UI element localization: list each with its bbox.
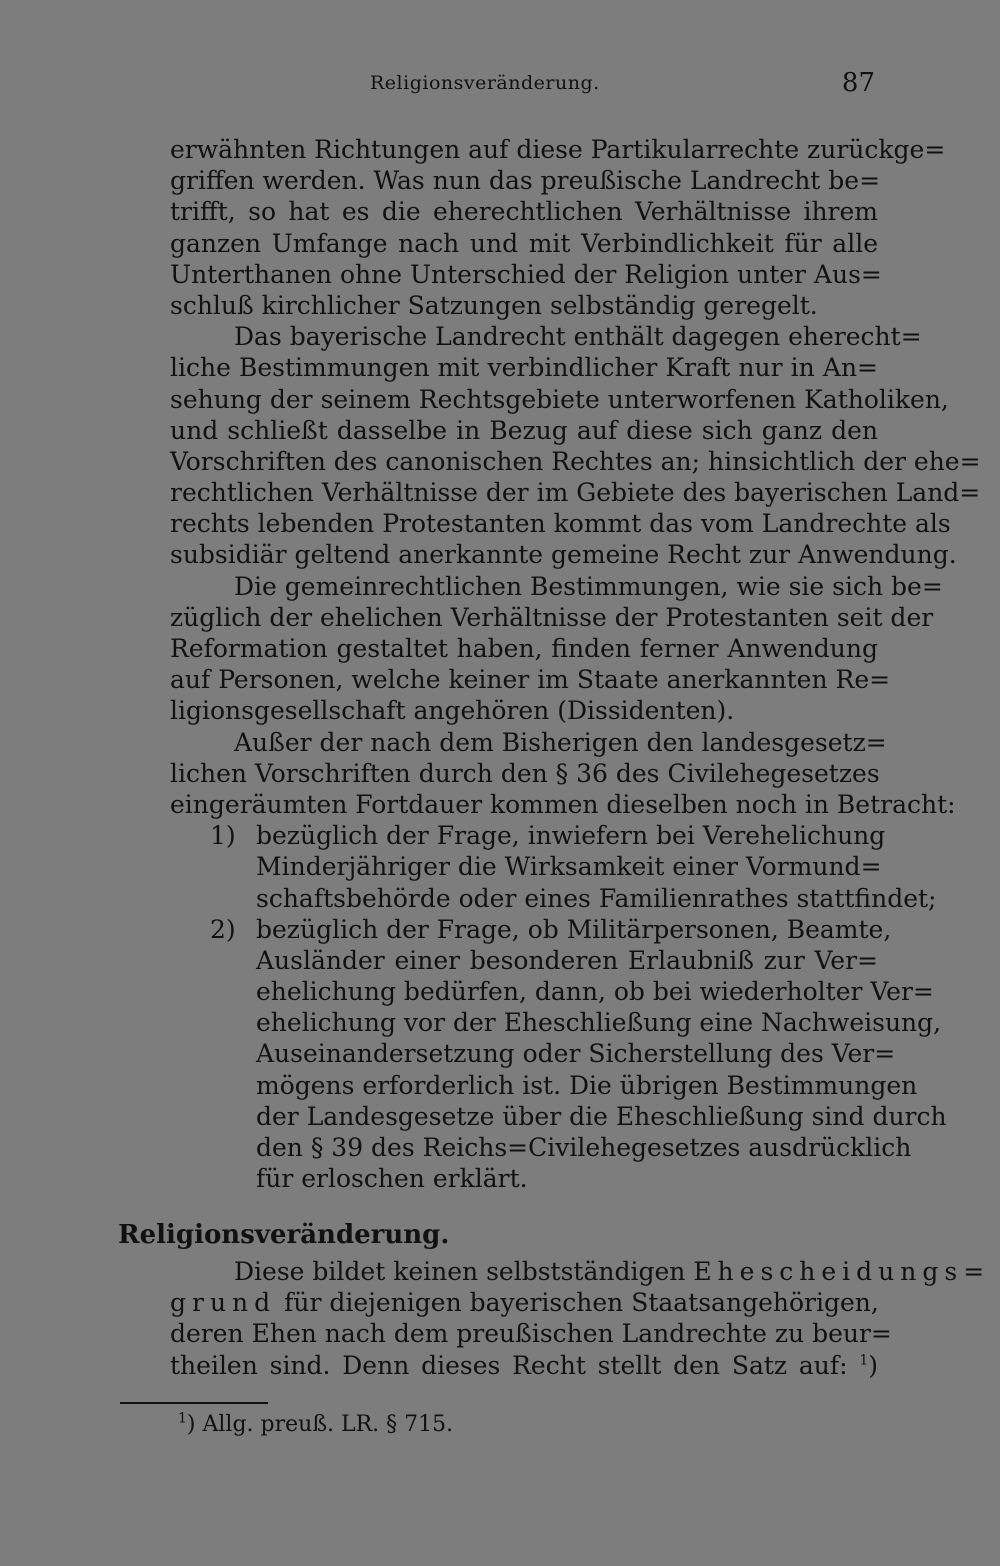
text-line: auf Personen, welche keiner im Staate anerkannten Re= — [170, 665, 891, 695]
spaced-emphasis: Ehescheidungs= — [693, 1257, 991, 1286]
text-line: liche Bestimmungen mit verbindlicher Kraft nur in An= — [170, 353, 878, 383]
text-line: Reformation gestaltet haben, finden ferner Anwendung — [170, 634, 878, 663]
text-line: mögens erforderlich ist. Die übrigen Bestimmungen — [256, 1070, 918, 1100]
text-line — [170, 1287, 878, 1318]
spaced-emphasis: grund — [170, 1288, 277, 1318]
text-line: ehelichung vor der Eheschließung eine Nachweisung, — [256, 1008, 942, 1038]
paragraph-4 — [170, 727, 956, 821]
running-head — [175, 68, 875, 108]
text-line: lichen Vorschriften durch den § 36 des Civilehegesetzes — [170, 758, 880, 788]
footnote-reference[interactable]: 1 — [859, 1352, 869, 1369]
text-line: rechts lebenden Protestanten kommt das vom Landrechte als — [170, 509, 951, 539]
text-line: Unterthanen ohne Unterschied der Religion unter Aus= — [170, 259, 882, 289]
text-line: Vorschriften des canonischen Rechtes an; hinsichtlich der ehe= — [170, 446, 981, 476]
text-line: ligionsgesellschaft angehören (Dissidenten). — [170, 696, 735, 726]
footnote-marker: 1 — [178, 1410, 187, 1427]
footnote — [178, 1410, 453, 1440]
text-line: ehelichung bedürfen, dann, ob bei wiederholter Ver= — [256, 977, 934, 1007]
text-line: Die gemeinrechtlichen Bestimmungen, wie sie sich be= — [234, 571, 943, 601]
text-line: erwähnten Richtungen auf diese Partikularrechte zurückge= — [170, 135, 946, 164]
paragraph-3 — [170, 571, 943, 727]
footnote-text: ) Allg. preuß. LR. § 715. — [186, 1412, 454, 1437]
paragraph-2 — [170, 321, 981, 571]
section-body — [170, 1256, 991, 1381]
text-line: ganzen Umfange nach und mit Verbindlichkeit für alle — [170, 228, 878, 258]
page-number: 87 — [841, 68, 875, 98]
text-run: ) — [868, 1350, 878, 1380]
list-item-1 — [170, 820, 937, 914]
text-line: schaftsbehörde oder eines Familienrathes stattfindet; — [256, 883, 937, 913]
text-line: der Landesgesetze über die Eheschließung sind durch — [256, 1101, 947, 1131]
text-line: Ausländer einer besonderen Erlaubniß zur Ver= — [256, 945, 878, 975]
text-line: trifft, so hat es die eherechtlichen Verhältnisse ihrem — [170, 197, 878, 227]
section-heading: Religionsveränderung. — [118, 1220, 450, 1250]
text-line: bezüglich der Frage, inwiefern bei Verehelichung — [256, 821, 886, 851]
text-line: Das bayerische Landrecht enthält dagegen eherecht= — [234, 322, 922, 352]
text-line: züglich der ehelichen Verhältnisse der Protestanten seit der — [170, 602, 934, 632]
list-marker: 1) — [210, 821, 236, 851]
text-line: rechtlichen Verhältnisse der im Gebiete des bayerischen Land= — [170, 478, 981, 508]
paragraph-1 — [170, 134, 946, 321]
text-line: Außer der nach dem Bisherigen den landesgesetz= — [234, 727, 887, 757]
text-line: deren Ehen nach dem preußischen Landrechte zu beur= — [170, 1319, 892, 1349]
text-line: griffen werden. Was nun das preußische Landrecht be= — [170, 166, 881, 196]
text-line: schluß kirchlicher Satzungen selbständig geregelt. — [170, 290, 818, 320]
footnote-rule — [120, 1402, 268, 1404]
text-run: für diejenigen bayerischen Staatsangehörigen, — [276, 1288, 879, 1318]
text-line: subsidiär geltend anerkannte gemeine Recht zur Anwendung. — [170, 540, 957, 570]
text-line: und schließt dasselbe in Bezug auf diese sich ganz den — [170, 415, 878, 445]
text-line — [170, 1256, 991, 1287]
text-line: eingeräumten Fortdauer kommen dieselben noch in Betracht: — [170, 789, 956, 819]
running-title: Religionsveränderung. — [370, 72, 600, 94]
text-line: sehung der seinem Rechtsgebiete unterworfenen Katholiken, — [170, 384, 949, 414]
text-line: den § 39 des Reichs=Civilehegesetzes ausdrücklich — [256, 1133, 912, 1162]
text-line — [170, 1350, 878, 1381]
text-line: Auseinandersetzung oder Sicherstellung des Ver= — [256, 1039, 896, 1069]
list-item-2 — [170, 914, 947, 1195]
text-run: Diese bildet keinen selbstständigen — [234, 1257, 694, 1286]
text-line: für erloschen erklärt. — [256, 1164, 528, 1194]
text-run: theilen sind. Denn dieses Recht stellt den Satz auf: — [170, 1350, 860, 1380]
text-line: Minderjähriger die Wirksamkeit einer Vormund= — [256, 852, 882, 882]
body-text — [170, 134, 981, 1194]
text-line: bezüglich der Frage, ob Militärpersonen, Beamte, — [256, 914, 892, 944]
list-marker: 2) — [210, 914, 236, 944]
